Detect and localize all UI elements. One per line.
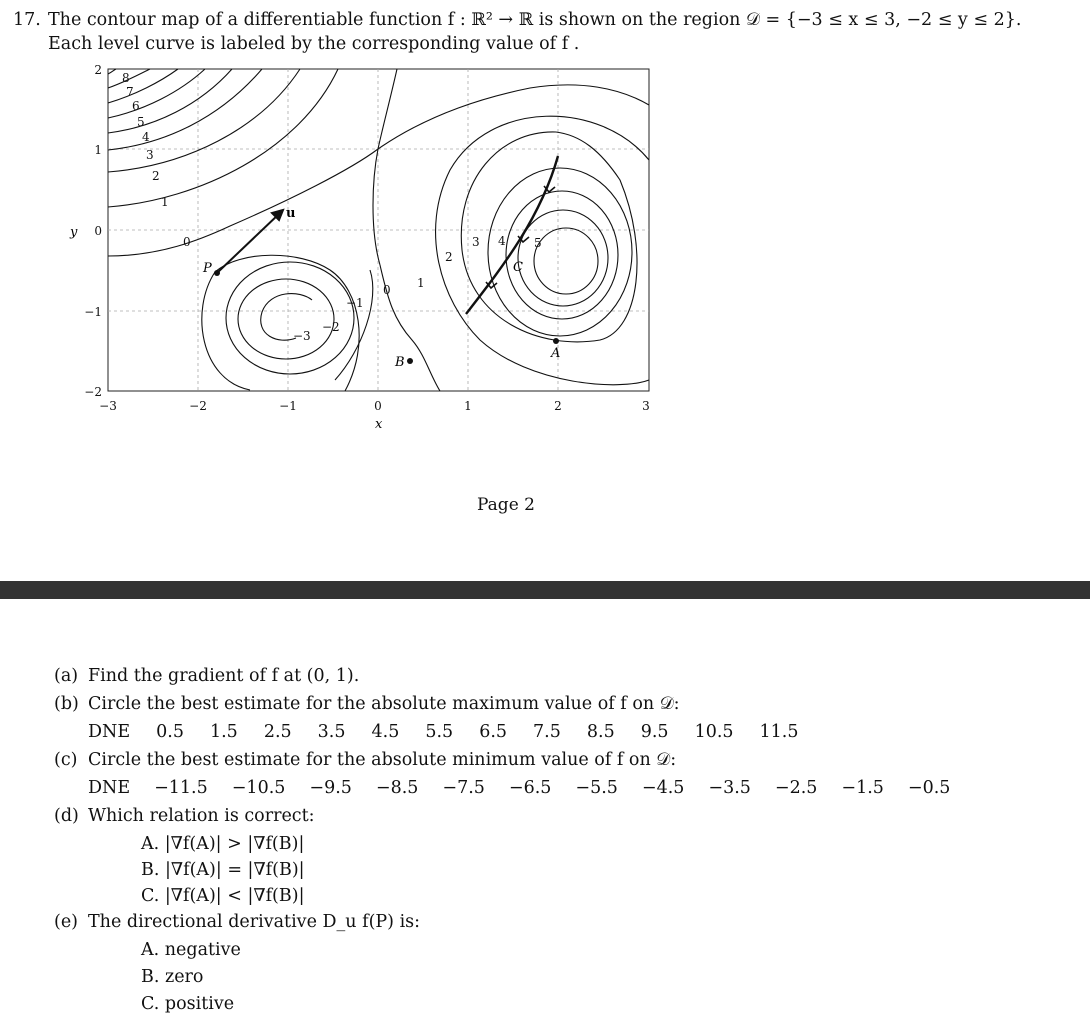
contour-label: 0 xyxy=(383,283,391,297)
x-axis-ticks xyxy=(99,399,650,413)
x-tick-label: 0 xyxy=(374,399,382,413)
point-A-label: A xyxy=(551,346,561,361)
contour-label: 2 xyxy=(445,250,453,264)
y-tick-label: 2 xyxy=(94,63,102,77)
x-tick-label: −3 xyxy=(99,399,117,413)
contour-label: 4 xyxy=(142,130,150,144)
choice-option[interactable]: 4.5 xyxy=(371,722,400,742)
x-tick-label: −2 xyxy=(189,399,207,413)
choice-option[interactable]: DNE xyxy=(88,722,131,742)
contour-label: 0 xyxy=(183,235,191,249)
contour-label: 6 xyxy=(132,99,140,113)
choice-option[interactable]: −2.5 xyxy=(774,778,818,798)
question-text-line2: Each level curve is labeled by the corresponding value of f . xyxy=(48,34,580,54)
y-axis-label: y xyxy=(70,225,78,240)
contour-label: 8 xyxy=(122,71,130,85)
contour-label: 1 xyxy=(161,195,169,209)
part-label: (b) xyxy=(54,694,79,714)
part-c xyxy=(54,746,974,774)
x-tick-label: 2 xyxy=(554,399,562,413)
option-item[interactable]: B. |∇f(A)| = |∇f(B)| xyxy=(141,860,305,880)
choice-option[interactable]: 8.5 xyxy=(586,722,615,742)
option-item[interactable]: C. positive xyxy=(141,994,235,1014)
choice-option[interactable]: 9.5 xyxy=(640,722,669,742)
point-C-label: C xyxy=(513,260,523,275)
choice-option[interactable]: −3.5 xyxy=(708,778,751,798)
choice-option[interactable]: 11.5 xyxy=(759,722,799,742)
y-tick-label: 1 xyxy=(94,143,102,157)
part-e xyxy=(54,908,974,936)
point-P-label: P xyxy=(203,261,212,276)
choice-option[interactable]: 6.5 xyxy=(479,722,508,742)
option-item[interactable]: B. zero xyxy=(141,967,204,987)
choice-option[interactable]: 5.5 xyxy=(425,722,454,742)
choice-option[interactable]: 2.5 xyxy=(263,722,292,742)
part-c-choices xyxy=(54,774,974,802)
contour-label: 7 xyxy=(126,85,134,99)
x-tick-label: 1 xyxy=(464,399,472,413)
choice-option[interactable]: 3.5 xyxy=(317,722,346,742)
choice-option[interactable]: −4.5 xyxy=(641,778,685,798)
part-label: (a) xyxy=(54,666,79,686)
option-item[interactable]: A. negative xyxy=(141,940,241,960)
choice-option[interactable]: 10.5 xyxy=(694,722,734,742)
question-text-line1: The contour map of a differentiable function f : ℝ² → ℝ is shown on the region 𝒟 = {−3 ≤ x ≤ 3, −2 ≤ y ≤ 2}. xyxy=(48,10,1022,30)
choice-option[interactable]: −11.5 xyxy=(154,778,208,798)
choice-option[interactable]: −9.5 xyxy=(309,778,352,798)
contour-plot xyxy=(0,0,1090,440)
x-tick-label: 3 xyxy=(642,399,650,413)
choice-option[interactable]: −6.5 xyxy=(508,778,552,798)
y-axis-ticks xyxy=(84,63,102,399)
contour-label: −2 xyxy=(322,320,340,334)
part-label: (d) xyxy=(54,806,79,826)
option-item[interactable]: C. |∇f(A)| < |∇f(B)| xyxy=(141,886,305,906)
contour-labels xyxy=(122,71,542,343)
vector-u-label: u xyxy=(286,206,296,221)
choice-option[interactable]: 1.5 xyxy=(209,722,238,742)
question-number: 17. xyxy=(13,10,41,30)
part-text: Circle the best estimate for the absolute maximum value of f on 𝒟: xyxy=(88,694,680,714)
contour-label: −1 xyxy=(346,296,364,310)
part-label: (c) xyxy=(54,750,78,770)
point-P-marker xyxy=(214,270,220,276)
part-text: Circle the best estimate for the absolute minimum value of f on 𝒟: xyxy=(88,750,677,770)
choice-option[interactable]: 0.5 xyxy=(156,722,184,742)
page-number: Page 2 xyxy=(477,495,535,515)
choice-option[interactable]: −7.5 xyxy=(442,778,485,798)
contour-label: 5 xyxy=(534,236,542,250)
x-tick-label: −1 xyxy=(279,399,297,413)
curve-C xyxy=(466,156,558,314)
point-B-marker xyxy=(407,358,413,364)
choice-option[interactable]: 7.5 xyxy=(533,722,561,742)
part-d xyxy=(54,802,974,830)
choice-option[interactable]: DNE xyxy=(88,778,131,798)
part-text: The directional derivative D_u f(P) is: xyxy=(88,912,421,932)
option-item[interactable]: A. |∇f(A)| > |∇f(B)| xyxy=(141,834,305,854)
contour-label: 3 xyxy=(146,148,154,162)
contour-label: 2 xyxy=(152,169,160,183)
x-axis-label: x xyxy=(375,417,383,432)
y-tick-label: 0 xyxy=(94,224,102,238)
part-e-options xyxy=(54,936,974,1017)
part-d-options xyxy=(54,830,974,908)
part-text: Find the gradient of f at (0, 1). xyxy=(88,666,360,686)
part-label: (e) xyxy=(54,912,79,932)
contour-label: −3 xyxy=(293,329,311,343)
choice-option[interactable]: −5.5 xyxy=(575,778,618,798)
contour-label: 5 xyxy=(137,115,145,129)
y-tick-label: −1 xyxy=(84,305,102,319)
part-a xyxy=(54,662,974,690)
choice-option[interactable]: −1.5 xyxy=(841,778,884,798)
choice-option[interactable]: −0.5 xyxy=(907,778,951,798)
choice-option[interactable]: −8.5 xyxy=(375,778,419,798)
part-text: Which relation is correct: xyxy=(88,806,315,826)
part-b xyxy=(54,690,974,718)
page-divider xyxy=(0,581,1090,599)
contour-label: 1 xyxy=(417,276,425,290)
point-B-label: B xyxy=(395,355,405,370)
choice-option[interactable]: −10.5 xyxy=(231,778,286,798)
point-A-marker xyxy=(553,338,559,344)
y-tick-label: −2 xyxy=(84,385,102,399)
contour-label: 3 xyxy=(472,235,480,249)
contour-label: 4 xyxy=(498,234,506,248)
question-parts xyxy=(54,662,974,1017)
part-b-choices xyxy=(54,718,974,746)
